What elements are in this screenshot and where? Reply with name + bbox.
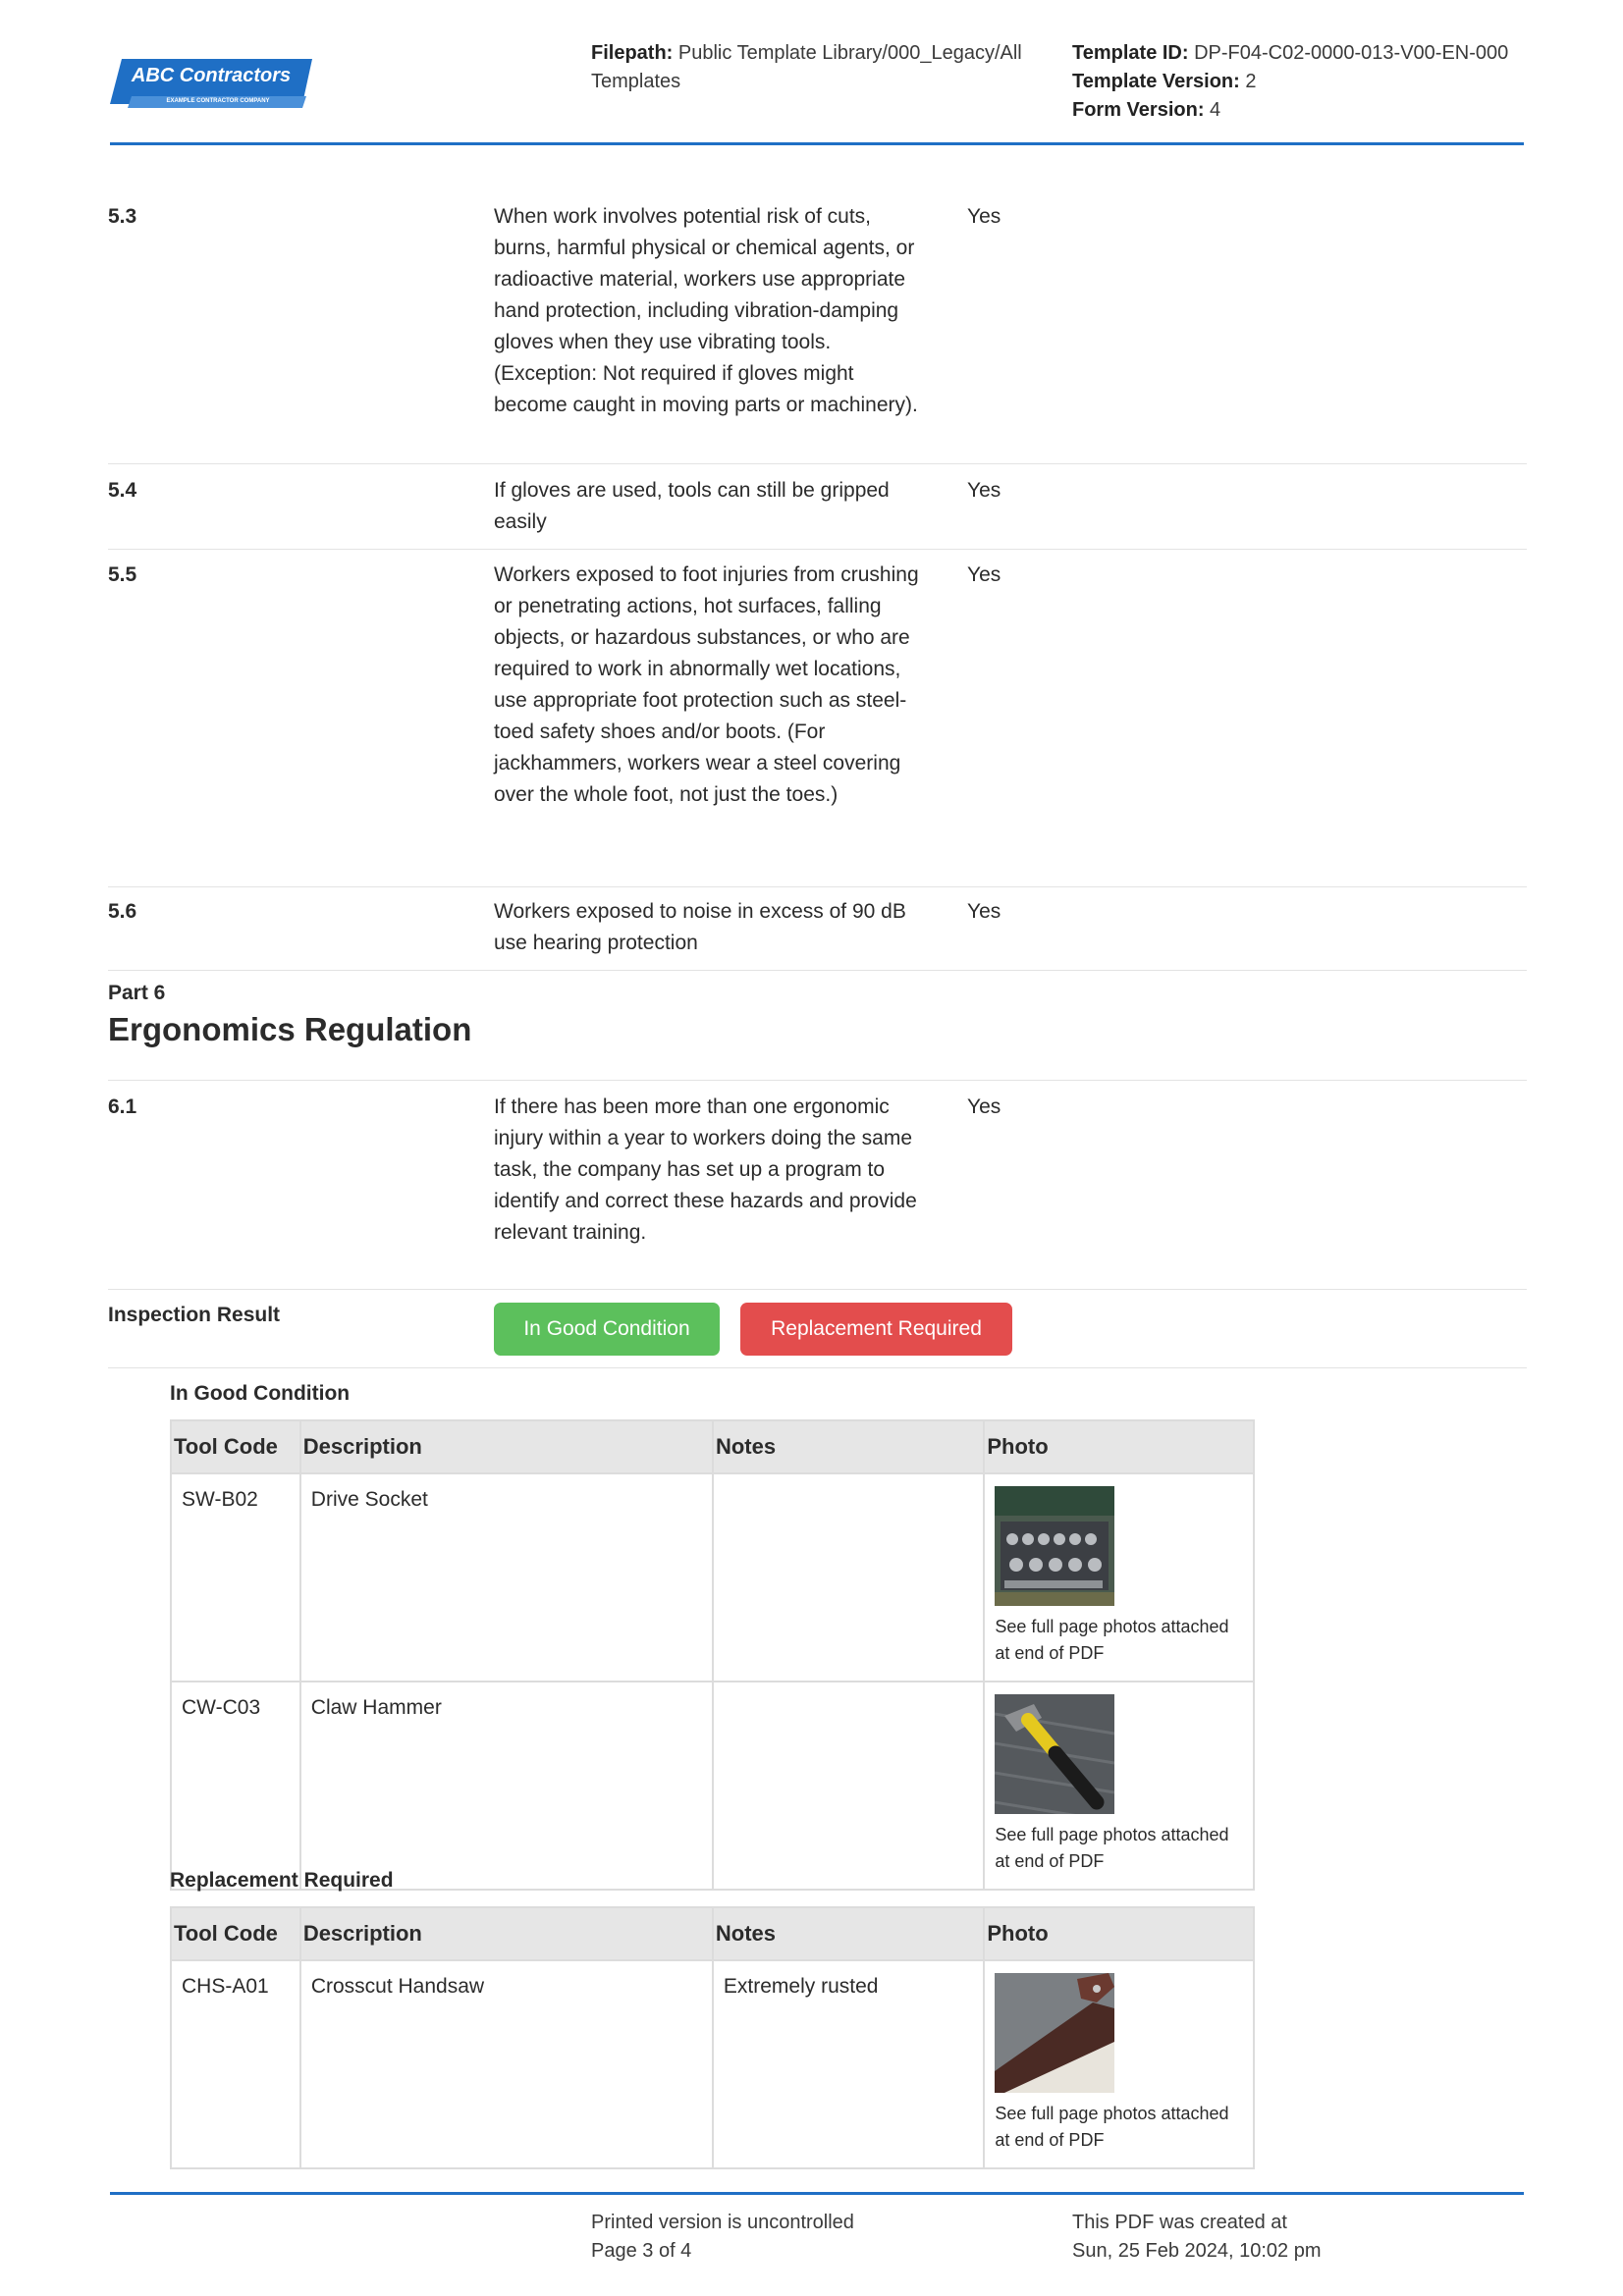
col-description: Description bbox=[300, 1420, 713, 1473]
photo-cell bbox=[984, 1473, 1254, 1682]
template-version-value: 2 bbox=[1245, 71, 1257, 92]
tool-code-cell: CHS-A01 bbox=[171, 1960, 300, 2168]
table-row bbox=[171, 1473, 1254, 1682]
filepath-block bbox=[591, 39, 1053, 96]
filepath-value-cont: Templates bbox=[591, 71, 681, 92]
col-tool-code: Tool Code bbox=[171, 1907, 300, 1960]
template-id-value: DP-F04-C02-0000-013-V00-EN-000 bbox=[1194, 42, 1509, 64]
part-divider bbox=[108, 1080, 1527, 1081]
page-number: Page 3 of 4 bbox=[591, 2240, 692, 2262]
photo-cell bbox=[984, 1682, 1254, 1890]
photo-caption: See full page photos attached at end of PDF bbox=[995, 2104, 1229, 2150]
replacement-required-table bbox=[170, 1906, 1255, 2169]
question-text: Workers exposed to foot injuries from crushing or penetrating actions, hot surfaces, falling objects, or hazardous substances, or who are required to work in abnormally wet locations, use appropriate foot protection such as steel-toed safety shoes and/or boots. (For jackhammers, workers wear a steel covering over the whole foot, not just the toes.) bbox=[494, 563, 919, 806]
question-answer: Yes bbox=[967, 900, 1001, 923]
question-text: When work involves potential risk of cuts, burns, harmful physical or chemical agents, or radioactive material, workers use appropriate hand protection, including vibration-damping gloves when they use vibrating tools. (Exception: Not required if gloves might become caught in moving parts or machinery). bbox=[494, 205, 918, 416]
part-label: Part 6 bbox=[108, 982, 166, 1004]
notes-cell bbox=[713, 1473, 984, 1682]
page-header bbox=[110, 39, 1524, 145]
table-header-row bbox=[171, 1420, 1254, 1473]
tool-code-cell: SW-B02 bbox=[171, 1473, 300, 1682]
question-number: 6.1 bbox=[108, 1095, 137, 1118]
in-good-condition-button[interactable]: In Good Condition bbox=[494, 1303, 720, 1356]
question-row-5-5 bbox=[108, 560, 1527, 887]
col-notes: Notes bbox=[713, 1907, 984, 1960]
question-text: Workers exposed to noise in excess of 90 dB use hearing protection bbox=[494, 900, 906, 954]
question-answer: Yes bbox=[967, 479, 1001, 502]
created-timestamp: Sun, 25 Feb 2024, 10:02 pm bbox=[1072, 2240, 1322, 2262]
col-photo: Photo bbox=[984, 1907, 1254, 1960]
table-row bbox=[171, 1682, 1254, 1890]
col-description: Description bbox=[300, 1907, 713, 1960]
photo-caption: See full page photos attached at end of PDF bbox=[995, 1617, 1229, 1663]
rusted-handsaw-photo[interactable] bbox=[995, 1973, 1114, 2093]
created-label: This PDF was created at bbox=[1072, 2212, 1287, 2233]
question-answer: Yes bbox=[967, 205, 1001, 228]
question-text: If there has been more than one ergonomic injury within a year to workers doing the same task, the company has set up a program to identify and correct these hazards and provide relevant training. bbox=[494, 1095, 917, 1244]
template-version-label: Template Version: bbox=[1072, 71, 1240, 92]
replacement-required-title: Replacement Required bbox=[170, 1869, 394, 1892]
form-version-label: Form Version: bbox=[1072, 99, 1205, 121]
question-row-5-6 bbox=[108, 896, 1527, 971]
question-number: 5.4 bbox=[108, 479, 137, 502]
template-info-block bbox=[1072, 39, 1534, 125]
question-text: If gloves are used, tools can still be gripped easily bbox=[494, 479, 890, 533]
good-condition-title: In Good Condition bbox=[170, 1382, 351, 1405]
question-number: 5.5 bbox=[108, 563, 137, 586]
description-cell: Drive Socket bbox=[300, 1473, 713, 1682]
replacement-required-button[interactable]: Replacement Required bbox=[740, 1303, 1012, 1356]
question-number: 5.6 bbox=[108, 900, 137, 923]
good-condition-table bbox=[170, 1419, 1255, 1891]
table-row bbox=[171, 1960, 1254, 2168]
notes-cell: Extremely rusted bbox=[713, 1960, 984, 2168]
filepath-label: Filepath: bbox=[591, 42, 674, 64]
logo-subtext: EXAMPLE CONTRACTOR COMPANY bbox=[166, 98, 270, 104]
question-answer: Yes bbox=[967, 563, 1001, 586]
claw-hammer-photo[interactable] bbox=[995, 1694, 1114, 1814]
footer-uncontrolled-block bbox=[591, 2209, 854, 2266]
company-logo bbox=[110, 53, 316, 112]
question-answer: Yes bbox=[967, 1095, 1001, 1118]
question-row-5-3 bbox=[108, 201, 1527, 464]
question-row-5-4 bbox=[108, 475, 1527, 550]
footer-created-block bbox=[1072, 2209, 1322, 2266]
logo-text: ABC Contractors bbox=[131, 65, 292, 86]
table-header-row bbox=[171, 1907, 1254, 1960]
col-notes: Notes bbox=[713, 1420, 984, 1473]
photo-cell bbox=[984, 1960, 1254, 2168]
col-photo: Photo bbox=[984, 1420, 1254, 1473]
footer-divider bbox=[110, 2192, 1524, 2195]
notes-cell bbox=[713, 1682, 984, 1890]
part-title: Ergonomics Regulation bbox=[108, 1011, 472, 1047]
uncontrolled-notice: Printed version is uncontrolled bbox=[591, 2212, 854, 2233]
socket-set-photo[interactable] bbox=[995, 1486, 1114, 1606]
inspection-result-row bbox=[108, 1290, 1527, 1368]
description-cell: Crosscut Handsaw bbox=[300, 1960, 713, 2168]
header-divider bbox=[110, 142, 1524, 145]
template-id-label: Template ID: bbox=[1072, 42, 1189, 64]
form-version-value: 4 bbox=[1210, 99, 1221, 121]
question-row-6-1 bbox=[108, 1092, 1527, 1290]
tool-code-cell: CW-C03 bbox=[171, 1682, 300, 1890]
inspection-result-label: Inspection Result bbox=[108, 1304, 281, 1326]
description-cell: Claw Hammer bbox=[300, 1682, 713, 1890]
photo-caption: See full page photos attached at end of PDF bbox=[995, 1825, 1229, 1871]
question-number: 5.3 bbox=[108, 205, 137, 228]
filepath-value: Public Template Library/000_Legacy/All bbox=[677, 42, 1022, 64]
col-tool-code: Tool Code bbox=[171, 1420, 300, 1473]
